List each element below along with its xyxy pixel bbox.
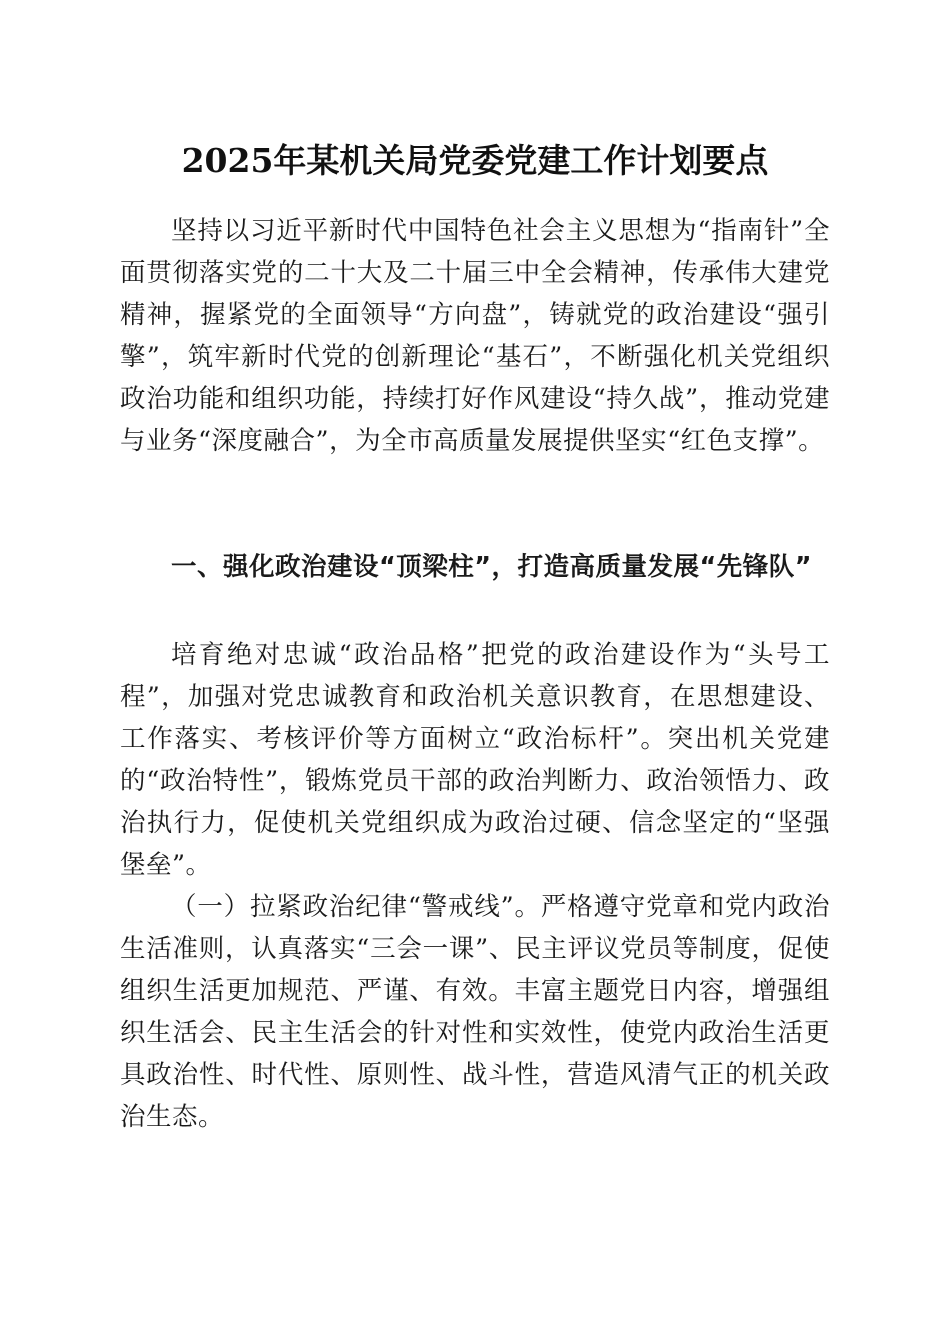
section-heading-one: 一、强化政治建设“顶梁柱”，打造高质量发展“先锋队” (171, 552, 813, 582)
section-one-paragraph: 培育绝对忠诚“政治品格”把党的政治建设作为“头号工程”，加强对党忠诚教育和政治机关意识教育，在思想建设、工作落实、考核评价等方面树立“政治标杆”。突出机关党建的“政治特性”，锻炼党员干部的政治判断力、政治领悟力、政治执行力，促使机关党组织成为政治过硬、信念坚定的“坚强堡垒”。 (120, 640, 830, 880)
document-title: 2025年某机关局党委党建工作计划要点 (181, 141, 769, 180)
intro-paragraph: 坚持以习近平新时代中国特色社会主义思想为“指南针”全面贯彻落实党的二十大及二十届三中全会精神，传承伟大建党精神，握紧党的全面领导“方向盘”，铸就党的政治建设“强引擎”，筑牢新时代党的创新理论“基石”，不断强化机关党组织政治功能和组织功能，持续打好作风建设“持久战”，推动党建与业务“深度融合”，为全市高质量发展提供坚实“红色支撑”。 (120, 216, 830, 456)
subsection-one-paragraph: （一）拉紧政治纪律“警戒线”。严格遵守党章和党内政治生活准则，认真落实“三会一课”、民主评议党员等制度，促使组织生活更加规范、严谨、有效。丰富主题党日内容，增强组织生活会、民主生活会的针对性和实效性，使党内政治生活更具政治性、时代性、原则性、战斗性，营造风清气正的机关政治生态。 (120, 892, 830, 1132)
